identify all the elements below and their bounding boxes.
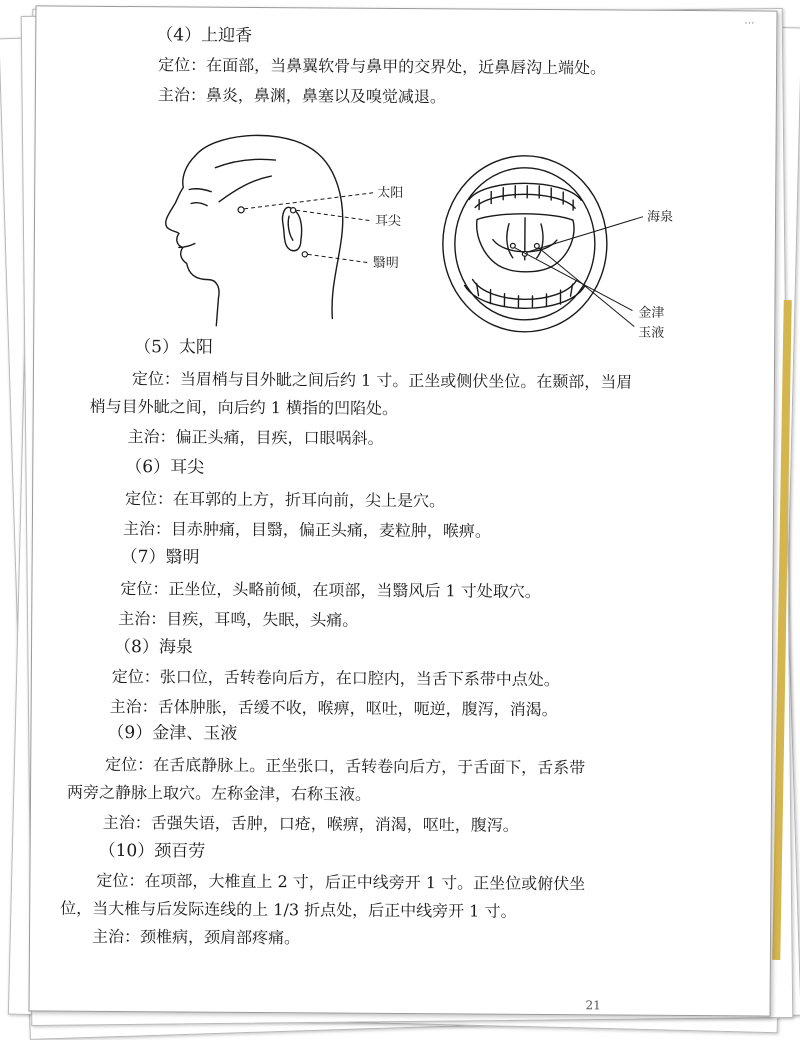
- section-5-location-line1: 定位：当眉梢与目外眦之间后约 1 寸。正坐或侧伏坐位。在颞部，当眉: [131, 369, 633, 392]
- section-10-location-line1: 定位：在项部，大椎直上 2 寸，后正中线旁开 1 寸。正坐位或俯伏坐: [96, 870, 586, 894]
- erjian-label: 耳尖: [374, 213, 402, 229]
- section-6-location: 定位：在耳郭的上方，折耳向前，尖上是穴。: [125, 489, 446, 511]
- section-10-location-line2: 位，当大椎与后发际连线的上 1/3 折点处，后正中线旁开 1 寸。: [60, 898, 517, 921]
- section-9-title: （9）金津、玉液: [107, 722, 238, 744]
- section-10-indication: 主治：颈椎病，颈肩部疼痛。: [91, 926, 301, 948]
- section-9-indication: 主治：舌强失语，舌肿，口疮，喉痹，消渴，呕吐，腹泻。: [102, 812, 519, 835]
- section-4-location: 定位：在面部，当鼻翼软骨与鼻甲的交界处，近鼻唇沟上端处。: [158, 55, 607, 78]
- section-7-indication: 主治：目疾，耳鸣，失眠，头痛。: [118, 609, 359, 630]
- section-5-indication: 主治：偏正头痛，目疾，口眼㖞斜。: [127, 427, 384, 448]
- open-mouth-figure: [434, 155, 685, 347]
- yuye-label: 玉液: [638, 325, 665, 341]
- section-7-title: （7）翳明: [120, 547, 200, 568]
- head-profile-figure: [154, 129, 404, 331]
- section-9-location-line1: 定位：在舌底静脉上。正坐张口，舌转卷向后方，于舌面下，舌系带: [105, 754, 586, 778]
- jinjin-label: 金津: [638, 305, 665, 321]
- page-corner-mark: …: [744, 15, 755, 27]
- section-8-title: （8）海泉: [113, 636, 193, 658]
- section-6-title: （6）耳尖: [125, 457, 205, 478]
- yiming-label: 翳明: [372, 255, 399, 271]
- section-5-title: （5）太阳: [134, 337, 214, 358]
- section-5-location-line2: 梢与目外眦之间，向后约 1 横指的凹陷处。: [89, 396, 399, 418]
- page-number: 21: [585, 998, 601, 1013]
- book-page: [28, 5, 777, 1016]
- section-8-indication: 主治：舌体肿胀，舌缓不收，喉痹，呕吐，呃逆，腹泻，消渴。: [109, 696, 558, 720]
- section-9-location-line2: 两旁之静脉上取穴。左称金津，右称玉液。: [66, 782, 372, 804]
- section-4-title: （4）上迎香: [156, 25, 253, 46]
- section-7-location: 定位：正坐位，头略前倾，在项部，当翳风后 1 寸处取穴。: [120, 579, 541, 601]
- section-8-location: 定位：张口位，舌转卷向后方，在口腔内，当舌下系带中点处。: [111, 666, 560, 690]
- section-6-indication: 主治：目赤肿痛，目翳，偏正头痛，麦粒肿，喉痹。: [122, 519, 491, 541]
- taiyang-label: 太阳: [377, 185, 404, 201]
- section-10-title: （10）颈百劳: [98, 840, 206, 862]
- section-4-indication: 主治：鼻炎，鼻渊，鼻塞以及嗅觉减退。: [157, 85, 446, 107]
- haiquan-label: 海泉: [647, 209, 674, 225]
